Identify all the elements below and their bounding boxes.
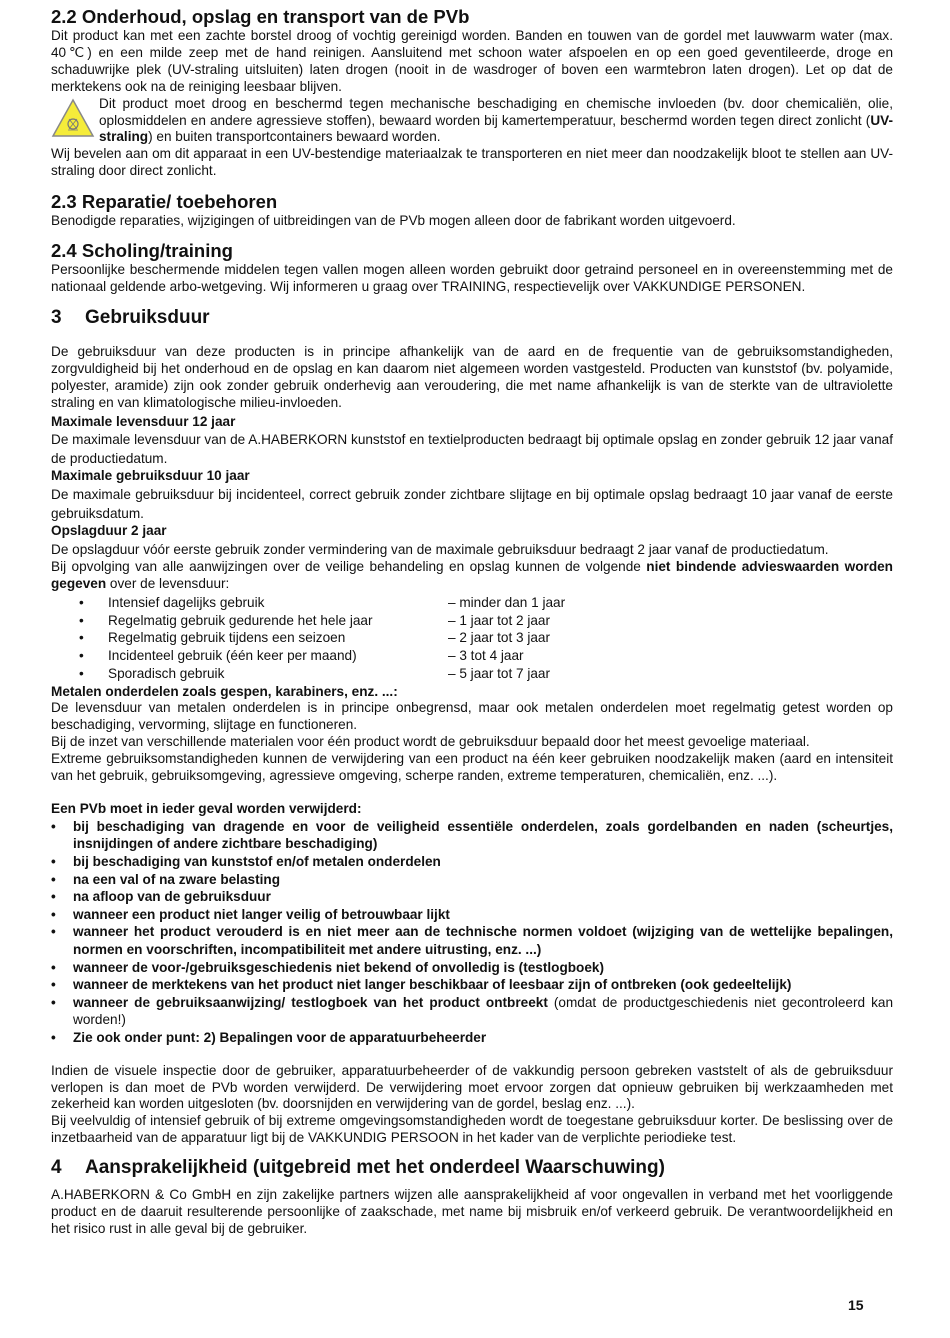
bullet-icon: • [51, 959, 56, 975]
removal-item [51, 976, 893, 994]
usage-value: – minder dan 1 jaar [448, 595, 566, 611]
usage-list [51, 594, 893, 683]
liability-paragraph: A.HABERKORN & Co GmbH en zijn zakelijke partners wijzen alle aansprakelijkheid af voor ongevallen in verband met het voorliggende product en de daaruit resulterende persoonlijke of zaakschade, met name bij misbruik en/of verkeerd gebruik. De verantwoordelijkheid en het risico rust in alle geval bij de gebruiker. [51, 1187, 893, 1236]
removal-text [73, 994, 893, 1029]
removal-text: wanneer de voor-/gebruiksgeschiedenis niet bekend of onvolledig is (testlogboek) [73, 959, 605, 975]
storage-duration-heading: Opslagduur 2 jaar [51, 523, 167, 539]
removal-item [51, 906, 893, 924]
metal-parts-text: De levensduur van metalen onderdelen is in principe onbegrensd, maar ook metalen onderdelen moet regelmatig getest worden op beschadiging, vervorming, slijtage en functioneren. [51, 700, 893, 733]
removal-item [51, 871, 893, 889]
removal-item [51, 1029, 893, 1047]
materials-text: Bij de inzet van verschillende materialen voor één product wordt de gebruiksduur bepaald door het meest gevoelige materiaal. [51, 734, 810, 750]
inspection-paragraph: Indien de visuele inspectie door de gebruiker, apparatuurbeheerder of de vakkundig persoon gebreken vaststelt of als de gebruiksduur verlopen is dan moet de PVb worden verwijderd. De verwijdering moet ervoor zorgen dat opnieuw gebruiken bij werkzaamheden met zekerheid kan worden uitgesloten (bv. doorsnijden en verwijdering van de gordel, beslag enz. ...). [51, 1062, 893, 1112]
usage-label: Incidenteel gebruik (één keer per maand) [108, 648, 357, 664]
storage-duration-text: De opslagduur vóór eerste gebruik zonder vermindering van de maximale gebruiksduur bedraagt 2 jaar vanaf de productiedatum. [51, 542, 829, 558]
section-number: 3 [51, 306, 62, 328]
advice-emphasis: niet bindende advieswaarden worden gegeven [51, 559, 893, 592]
bullet-icon: • [51, 1030, 56, 1046]
warning-block [51, 96, 893, 147]
bullet-icon: • [51, 818, 56, 834]
max-usage-text: De maximale gebruiksduur bij incidenteel, correct gebruik zonder zichtbare slijtage en bij optimale opslag bedraagt 10 jaar vanaf de eerste gebruiksdatum. [51, 487, 893, 522]
advice-text-b: over de levensduur: [106, 576, 230, 592]
bullet-icon: • [51, 924, 56, 940]
bullet-icon: • [51, 871, 56, 887]
section-4-title [51, 1156, 893, 1180]
removal-text: wanneer een product niet langer veilig of betrouwbaar lijkt [73, 906, 450, 922]
metal-parts-heading: Metalen onderdelen zoals gespen, karabiners, enz. ...: [51, 683, 398, 699]
section-2-2-title: 2.2 Onderhoud, opslag en transport van de PVb [51, 6, 470, 27]
usage-label: Regelmatig gebruik tijdens een seizoen [108, 630, 346, 646]
uv-emphasis: UV-straling [99, 112, 893, 145]
bullet-icon: • [51, 906, 56, 922]
repair-paragraph: Benodigde reparaties, wijzigingen of uitbreidingen van de PVb mogen alleen door de fabrikant worden uitgevoerd. [51, 213, 736, 229]
usage-item [51, 665, 893, 683]
cleaning-paragraph: Dit product kan met een zachte borstel droog of vochtig gereinigd worden. Banden en touwen van de gordel met lauwwarm water (max. 40℃) en een milde zeep met de hand reinigen. Aansluitend met schoon water afspoelen en op een goed geventileerde, droge en schaduwrijke plek (UV-straling uitsluiten) laten drogen (nooit in de wasdroger of boven een warmtebron laten drogen). Let op dat de merktekens ook na de reiniging leesbaar blijven. [51, 28, 893, 94]
usage-label: Intensief dagelijks gebruik [108, 595, 265, 611]
removal-heading: Een PVb moet in ieder geval worden verwijderd: [51, 800, 362, 816]
removal-text: wanneer de merktekens van het product niet langer beschikbaar of leesbaar zijn of ontbreken (ook gedeeltelijk) [73, 977, 792, 993]
removal-item [51, 923, 893, 958]
removal-text: Zie ook onder punt: 2) Bepalingen voor de apparatuurbeheerder [73, 1030, 487, 1046]
page-number: 15 [848, 1297, 864, 1313]
max-lifetime-heading: Maximale levensduur 12 jaar [51, 413, 236, 429]
removal-text: na afloop van de gebruiksduur [73, 889, 271, 905]
bullet-icon: • [51, 994, 56, 1010]
removal-item [51, 994, 893, 1029]
warning-text-a: Dit product moet droog en beschermd tegen mechanische beschadiging en chemische invloeden (bv. door chemicaliën, olie, oplosmiddelen en andere agressieve stoffen), bewaard worden bij kamertemperatuur, beschermd worden tegen direct zonlicht ( [99, 95, 893, 128]
advice-paragraph [51, 559, 893, 593]
bullet-icon: • [51, 854, 56, 870]
removal-text: bij beschadiging van dragende en voor de veiligheid essentiële onderdelen, zoals gordelbanden en naden (scheurtjes, insnijdingen of andere zichtbare beschadiging) [73, 818, 893, 852]
bullet-icon: • [79, 612, 84, 628]
usage-item [51, 612, 893, 630]
usage-item [51, 647, 893, 665]
section-3-title [51, 306, 893, 330]
removal-item [51, 888, 893, 906]
removal-item [51, 853, 893, 871]
usage-value: – 5 jaar tot 7 jaar [448, 665, 551, 681]
usage-label: Sporadisch gebruik [108, 665, 225, 681]
usage-value: – 1 jaar tot 2 jaar [448, 612, 551, 628]
max-lifetime-text: De maximale levensduur van de A.HABERKORN kunststof en textielproducten bedraagt bij optimale opslag en zonder gebruik 12 jaar vanaf de productiedatum. [51, 432, 893, 467]
removal-text-bold: wanneer de gebruiksaanwijzing/ testlogboek van het product ontbreekt [73, 994, 548, 1010]
bullet-icon: • [79, 630, 84, 646]
removal-item [51, 818, 893, 853]
removal-text: na een val of na zware belasting [73, 871, 280, 887]
storage-warning-text [99, 96, 893, 147]
extreme-conditions-text: Extreme gebruiksomstandigheden kunnen de verwijdering van een product na één keer gebruiken noodzakelijk maken (aard en intensiteit van het gebruik, gebruiksomgeving, agressieve omgeving, scherpe randen, extreme temperaturen, chemicaliën, enz. ...). [51, 751, 893, 784]
removal-list [51, 818, 893, 1047]
usage-value: – 2 jaar tot 3 jaar [448, 630, 551, 646]
removal-text-note: (omdat de productgeschiedenis niet gecontroleerd kan worden!) [73, 994, 894, 1028]
warning-triangle-icon [51, 96, 99, 147]
section-title-text: Aansprakelijkheid (uitgebreid met het onderdeel Waarschuwing) [85, 1157, 665, 1179]
warning-text-b: ) en buiten transportcontainers bewaard worden. [148, 129, 441, 145]
section-2-3-title: 2.3 Reparatie/ toebehoren [51, 191, 278, 213]
intensive-use-paragraph: Bij veelvuldig of intensief gebruik of bij extreme omgevingsomstandigheden wordt de toegestane gebruiksduur korter. De beslissing over de inzetbaarheid van de apparatuur ligt bij de VAKKUNDIG PERSOON in het kader van de verplichte periodieke test. [51, 1113, 893, 1146]
removal-text: wanneer het product verouderd is en niet meer aan de technische normen voldoet (wijziging van de wettelijke bepalingen, normen en voorschriften, incompatibiliteit met andere uitrusting, enz. ...) [73, 924, 893, 958]
bullet-icon: • [51, 889, 56, 905]
section-number: 4 [51, 1157, 62, 1179]
transport-paragraph: Wij bevelen aan om dit apparaat in een UV-bestendige materiaalzak te transporteren en niet meer dan noodzakelijk bloot te stellen aan UV-straling door direct zonlicht. [51, 146, 893, 179]
usage-label: Regelmatig gebruik gedurende het hele jaar [108, 612, 373, 628]
usage-item [51, 629, 893, 647]
removal-text: bij beschadiging van kunststof en/of metalen onderdelen [73, 854, 441, 870]
bullet-icon: • [79, 665, 84, 681]
lifetime-intro: De gebruiksduur van deze producten is in principe afhankelijk van de aard en de frequentie van de gebruiksomstandigheden, zorgvuldigheid bij het onderhoud en de opslag en kan daarom niet algemeen worden vastgesteld. Producten van kunststof (bv. polyamide, polyester, aramide) zijn ook zonder gebruik onderhevig aan veroudering, die met name afhankelijk is van de sterkte van de ultraviolette straling en van klimatologische milieu-invloeden. [51, 343, 893, 410]
bullet-icon: • [79, 648, 84, 664]
max-usage-heading: Maximale gebruiksduur 10 jaar [51, 468, 250, 484]
usage-item [51, 594, 893, 612]
training-paragraph: Persoonlijke beschermende middelen tegen vallen mogen alleen worden gebruikt door getraind personeel en in overeenstemming met de nationaal geldende arbo-wetgeving. Wij informeren u graag over TRAINING, respectievelijk over VAKKUNDIGE PERSONEN. [51, 262, 893, 294]
advice-text-a: Bij opvolging van alle aanwijzingen over de veilige behandeling en opslag kunnen de volgende [51, 559, 647, 575]
document-page [51, 6, 893, 1238]
bullet-icon: • [79, 595, 84, 611]
usage-value: – 3 tot 4 jaar [448, 648, 524, 664]
section-title-text: Gebruiksduur [85, 306, 210, 328]
bullet-icon: • [51, 977, 56, 993]
section-2-4-title: 2.4 Scholing/training [51, 240, 233, 262]
removal-item [51, 959, 893, 977]
